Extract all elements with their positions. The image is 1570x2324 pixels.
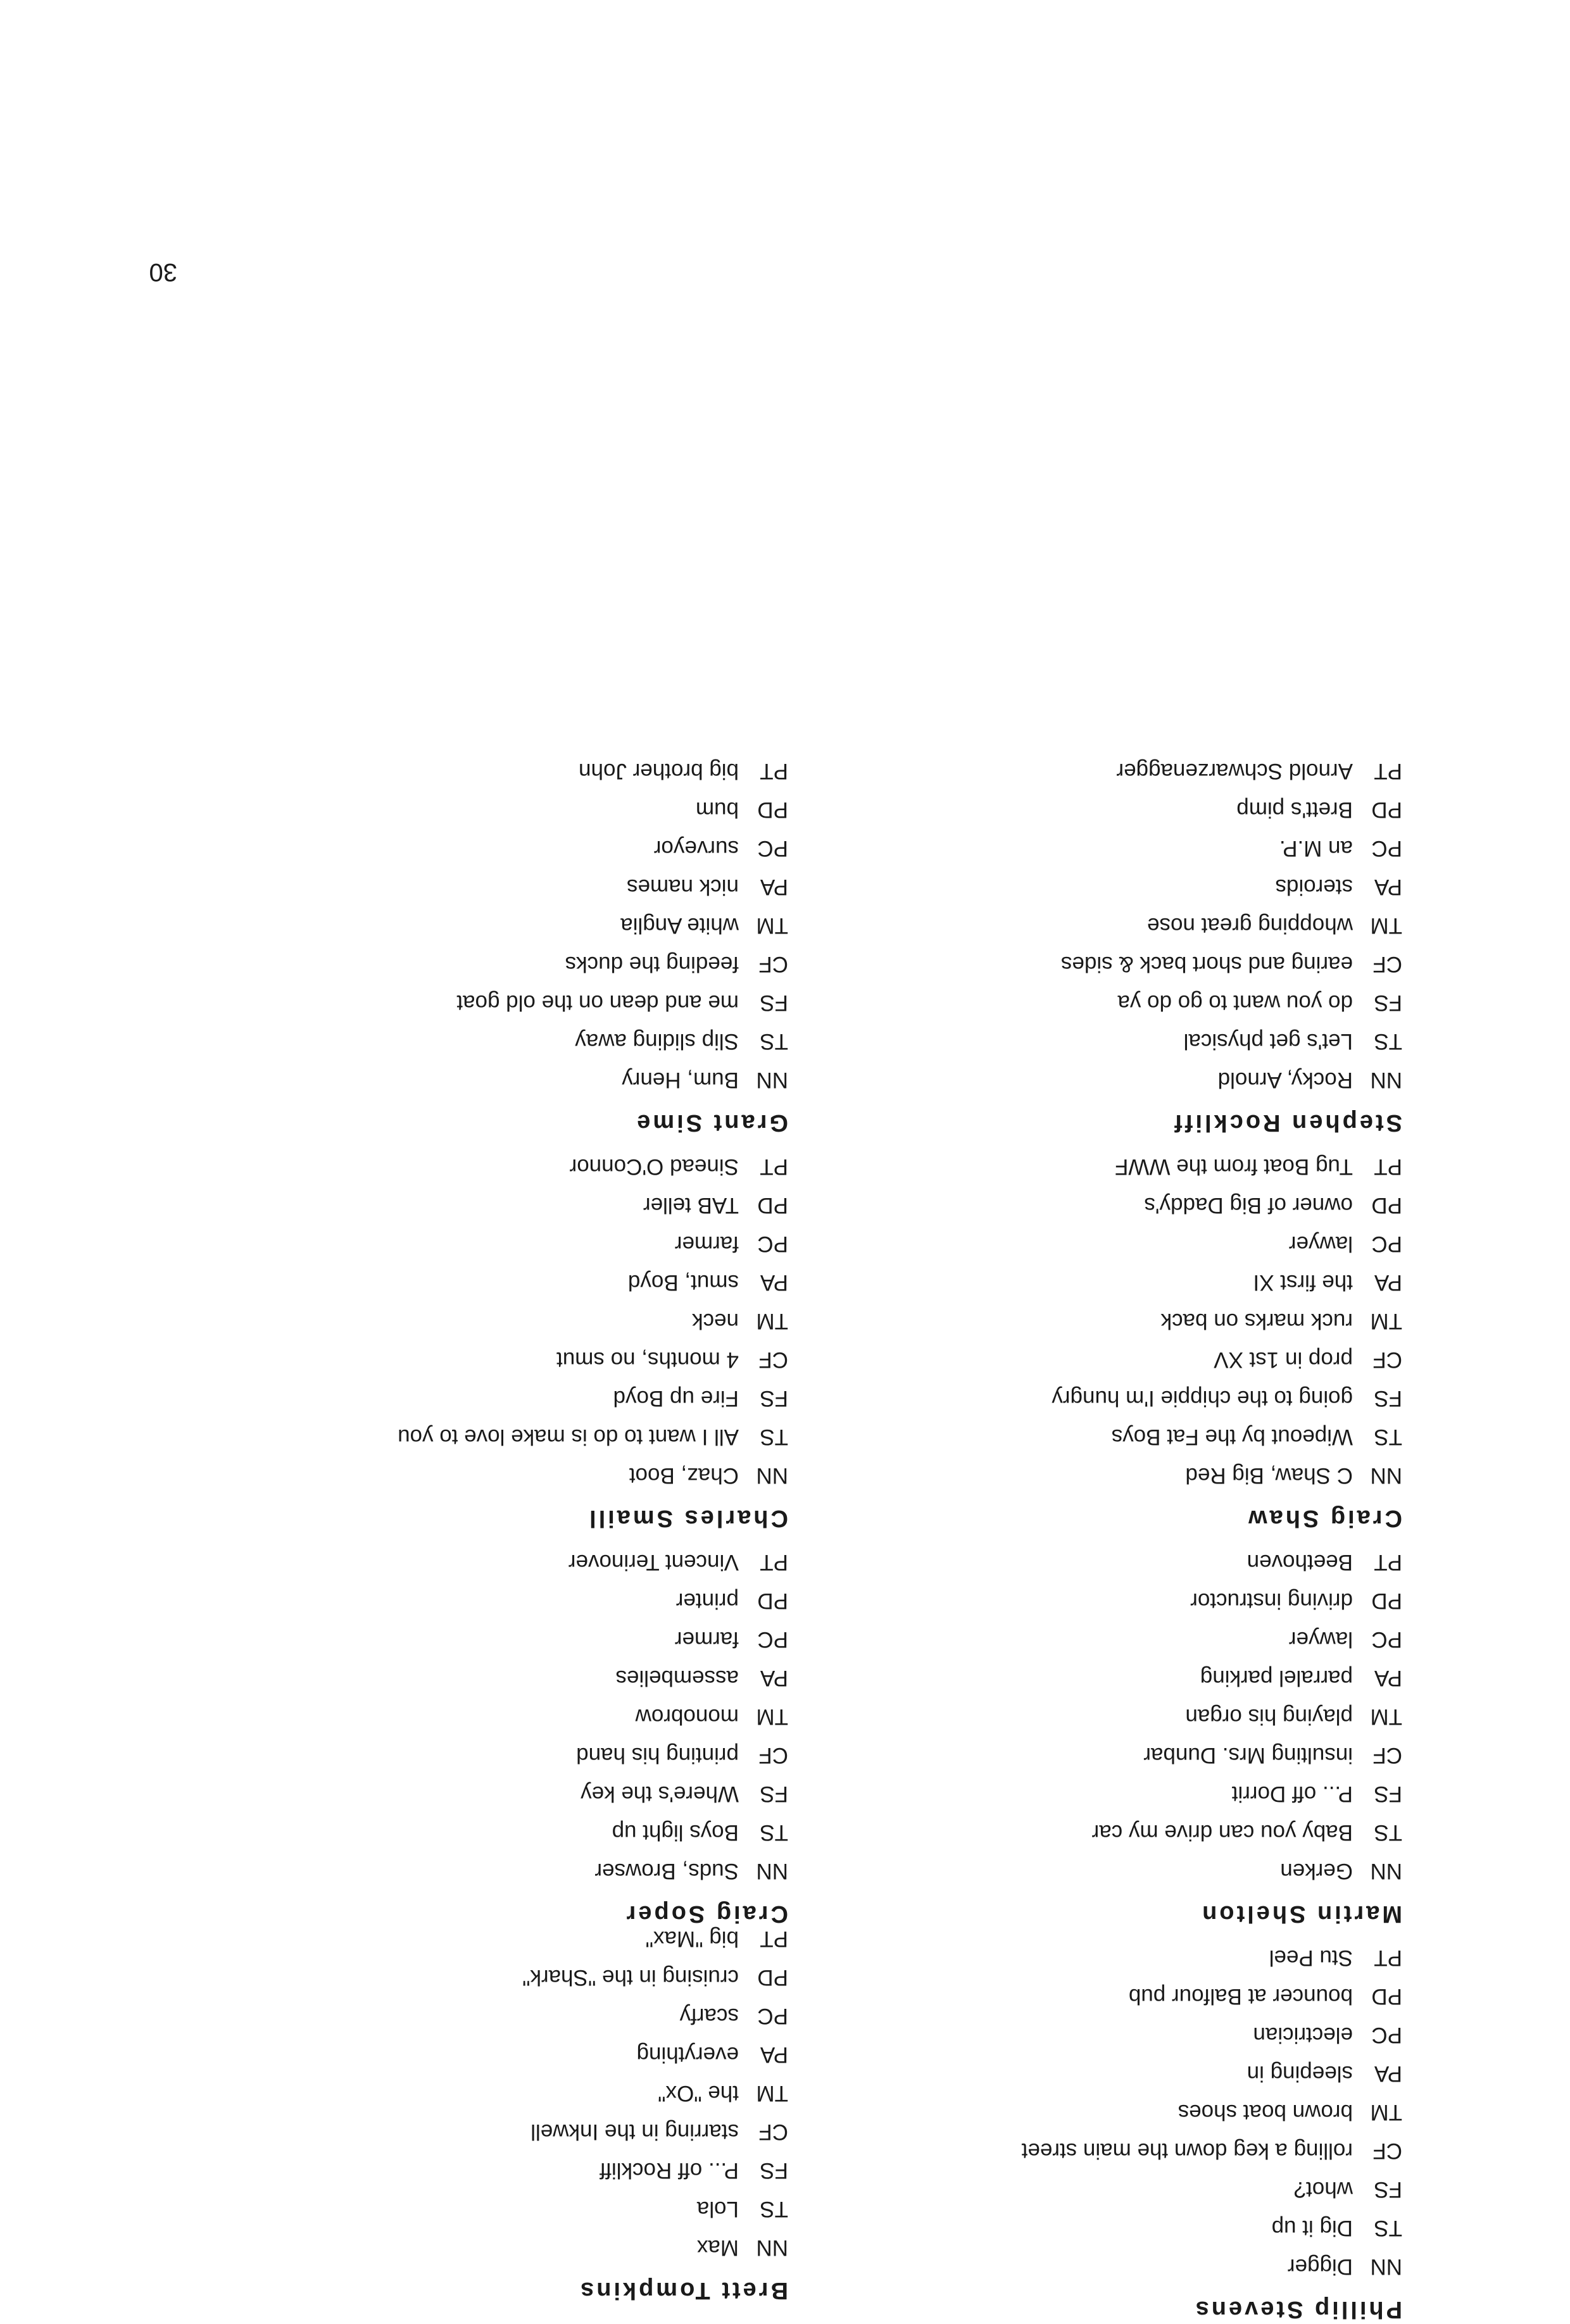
row-value: All I want to do is make love to you	[398, 1425, 739, 1449]
entry-row	[782, 1186, 1402, 1225]
row-code: FS	[1374, 1782, 1402, 1806]
row-code: FS	[760, 990, 788, 1015]
row-value: nick names	[626, 875, 739, 899]
student-name: Brett Tompkins	[578, 2277, 788, 2304]
row-code: FS	[1374, 1386, 1402, 1411]
row-value: farmer	[674, 1232, 739, 1256]
entry-row	[168, 2035, 788, 2074]
row-value: 4 months, no smut	[556, 1347, 739, 1372]
entry-row	[168, 984, 788, 1022]
entry-row	[782, 790, 1402, 829]
row-value: whopping great nose	[1147, 913, 1353, 938]
row-value: monobrow	[635, 1704, 739, 1729]
student-entry	[168, 1543, 788, 1928]
row-value: big "Max"	[645, 1927, 739, 1951]
row-value: whot?	[1293, 2177, 1353, 2202]
row-value: the "Ox"	[658, 2081, 739, 2106]
entry-row	[168, 790, 788, 829]
row-value: Dig it up	[1271, 2216, 1353, 2240]
entry-row	[782, 1775, 1402, 1813]
entry-row	[782, 1852, 1402, 1890]
row-value: everything	[636, 2042, 739, 2067]
row-code: TS	[760, 1425, 788, 1449]
row-code: PC	[1371, 836, 1402, 861]
student-name: Charles Smaill	[587, 1505, 788, 1532]
entry-row	[168, 1456, 788, 1495]
row-value: driving instructor	[1190, 1589, 1353, 1613]
entry-row	[168, 1418, 788, 1456]
student-name: Phillip Stevens	[1193, 2296, 1402, 2323]
row-code: NN	[756, 1463, 788, 1488]
entry-row	[782, 1379, 1402, 1418]
entry-row	[168, 1697, 788, 1736]
entry-row	[782, 1620, 1402, 1659]
entry-row	[168, 1852, 788, 1890]
entry-row	[782, 1977, 1402, 2016]
entry-row	[168, 1302, 788, 1340]
row-value: me and dean on the old goat	[456, 990, 739, 1015]
row-code: PD	[1371, 1193, 1402, 1218]
entry-row	[782, 906, 1402, 945]
row-value: bouncer at Balfour pub	[1128, 1984, 1353, 2009]
row-value: Wipeout by the Fat Boys	[1111, 1425, 1353, 1449]
page-number: 30	[149, 258, 177, 286]
row-value: white Anglia	[620, 913, 739, 938]
row-code: NN	[1370, 2254, 1402, 2279]
row-code: CF	[1372, 2139, 1402, 2163]
entry-row	[782, 1340, 1402, 1379]
row-value: assembelies	[615, 1666, 739, 1690]
entry-row	[782, 829, 1402, 868]
row-code: TS	[760, 1820, 788, 1845]
entry-row	[782, 945, 1402, 984]
entry-row	[782, 1263, 1402, 1302]
entry-row	[168, 1340, 788, 1379]
row-code: TM	[1370, 1704, 1402, 1729]
row-code: PD	[757, 797, 788, 822]
row-code: PC	[1371, 1627, 1402, 1652]
row-value: Beethoven	[1247, 1550, 1353, 1575]
row-value: sleeping in	[1247, 2061, 1353, 2086]
row-code: CF	[1372, 1347, 1402, 1372]
student-name: Stephen Rockliff	[1172, 1109, 1402, 1136]
entry-row	[168, 1022, 788, 1061]
row-code: CF	[758, 2120, 788, 2144]
row-code: TM	[1370, 1309, 1402, 1334]
row-value: cruising in the "Shark"	[522, 1965, 739, 1990]
entry-row	[168, 1620, 788, 1659]
row-code: PA	[1374, 2061, 1402, 2086]
entry-row	[168, 829, 788, 868]
row-value: Chaz, Boot	[629, 1463, 739, 1488]
row-value: big brother John	[579, 759, 739, 784]
row-code: CF	[758, 952, 788, 977]
row-code: PC	[757, 1627, 788, 1652]
row-value: Sinead O'Connor	[569, 1154, 739, 1179]
student-name: Craig Soper	[624, 1901, 788, 1927]
row-code: PA	[760, 875, 788, 899]
student-entry	[782, 752, 1402, 1137]
row-code: TM	[756, 913, 788, 938]
row-value: TAB teller	[643, 1193, 739, 1218]
row-value: Vincent Terinover	[568, 1550, 739, 1575]
row-code: PA	[760, 2042, 788, 2067]
row-value: lawyer	[1288, 1232, 1353, 1256]
entry-row	[782, 2093, 1402, 2132]
entry-row	[168, 2074, 788, 2113]
row-code: NN	[756, 1068, 788, 1092]
row-code: TM	[1370, 913, 1402, 938]
entry-row	[782, 1736, 1402, 1775]
row-value: farmer	[674, 1627, 739, 1652]
row-value: an M.P.	[1279, 836, 1353, 861]
entry-row	[168, 2228, 788, 2267]
row-value: insulting Mrs. Dunbar	[1143, 1743, 1353, 1768]
row-code: PT	[760, 1927, 788, 1951]
entry-row	[168, 2151, 788, 2190]
row-value: Tug Boat from the WWF	[1114, 1154, 1353, 1179]
row-value: surveyor	[653, 836, 739, 861]
row-code: PD	[1371, 797, 1402, 822]
row-value: C Shaw, Big Red	[1185, 1463, 1353, 1488]
row-value: scarfy	[679, 2004, 739, 2028]
row-value: Digger	[1287, 2254, 1353, 2279]
row-value: playing his organ	[1185, 1704, 1353, 1729]
row-code: PA	[1374, 1666, 1402, 1690]
row-code: FS	[1374, 990, 1402, 1015]
row-value: rolling a keg down the main street	[1021, 2139, 1353, 2163]
row-value: Slip sliding away	[575, 1029, 739, 1054]
entry-row	[168, 1147, 788, 1186]
row-value: Arnold Schwarzenagger	[1116, 759, 1353, 784]
entry-row	[782, 1022, 1402, 1061]
row-value: Max	[696, 2235, 739, 2260]
row-value: Fire up Boyd	[613, 1386, 739, 1411]
entry-row	[782, 1147, 1402, 1186]
row-value: Lola	[696, 2197, 739, 2221]
row-code: NN	[1370, 1463, 1402, 1488]
row-code: TS	[1374, 1029, 1402, 1054]
row-code: PA	[760, 1270, 788, 1295]
student-name: Martin Shelton	[1200, 1901, 1402, 1927]
row-code: FS	[760, 1386, 788, 1411]
row-code: PC	[1371, 1232, 1402, 1256]
entry-row	[782, 2016, 1402, 2054]
row-value: Brett's pimp	[1236, 797, 1353, 822]
student-name: Craig Shaw	[1246, 1505, 1402, 1532]
row-code: TM	[1370, 2100, 1402, 2125]
row-code: CF	[1372, 1743, 1402, 1768]
row-code: FS	[1374, 2177, 1402, 2202]
student-entry	[782, 1939, 1402, 2324]
entry-row	[782, 1697, 1402, 1736]
student-entry	[168, 1920, 788, 2305]
entry-row	[782, 2054, 1402, 2093]
row-code: CF	[758, 1347, 788, 1372]
row-value: printer	[675, 1589, 739, 1613]
row-code: TS	[760, 2197, 788, 2221]
entry-row	[168, 1997, 788, 2035]
entry-row	[168, 1736, 788, 1775]
row-code: PC	[1371, 2023, 1402, 2047]
row-code: PT	[1374, 1154, 1402, 1179]
row-value: bum	[695, 797, 739, 822]
row-code: FS	[760, 2158, 788, 2183]
row-code: NN	[1370, 1859, 1402, 1884]
entry-row	[782, 1302, 1402, 1340]
row-code: PT	[1374, 1550, 1402, 1575]
row-code: TS	[1374, 1425, 1402, 1449]
entry-row	[168, 1775, 788, 1813]
student-entry	[782, 1543, 1402, 1928]
row-value: P... off Dorrit	[1231, 1782, 1353, 1806]
row-value: Rocky, Arnold	[1217, 1068, 1353, 1092]
entry-row	[168, 1379, 788, 1418]
entry-row	[168, 1263, 788, 1302]
entry-row	[782, 1456, 1402, 1495]
row-value: Suds, Browser	[594, 1859, 739, 1884]
entry-row	[168, 2113, 788, 2151]
row-value: starring in the Inkwell	[531, 2120, 739, 2144]
entry-row	[782, 1582, 1402, 1620]
row-value: steroids	[1275, 875, 1353, 899]
row-value: Baby you can drive my car	[1091, 1820, 1353, 1845]
row-value: lawyer	[1288, 1627, 1353, 1652]
entry-row	[168, 1958, 788, 1997]
row-code: PT	[1374, 759, 1402, 784]
row-code: PC	[757, 836, 788, 861]
entry-row	[782, 1939, 1402, 1977]
row-code: FS	[760, 1782, 788, 1806]
row-code: NN	[756, 2235, 788, 2260]
row-value: earing and short back & sides	[1060, 952, 1353, 977]
row-code: PD	[1371, 1984, 1402, 2009]
entry-row	[168, 1186, 788, 1225]
row-code: PA	[760, 1666, 788, 1690]
student-name: Grant Sime	[634, 1109, 788, 1136]
entry-row	[782, 1061, 1402, 1099]
entry-row	[168, 945, 788, 984]
row-code: TS	[1374, 2216, 1402, 2240]
row-code: PT	[1374, 1946, 1402, 1970]
row-code: PA	[1374, 875, 1402, 899]
row-value: parralel parking	[1200, 1666, 1353, 1690]
row-code: CF	[1372, 952, 1402, 977]
row-value: ruck marks on back	[1160, 1309, 1353, 1334]
entry-row	[168, 1543, 788, 1582]
row-value: the first XI	[1253, 1270, 1353, 1295]
row-value: Let's get physical	[1183, 1029, 1353, 1054]
entry-row	[168, 1061, 788, 1099]
entry-row	[168, 1920, 788, 1958]
entry-row	[168, 1813, 788, 1852]
row-code: TM	[756, 2081, 788, 2106]
row-value: neck	[692, 1309, 739, 1334]
entry-row	[168, 1659, 788, 1697]
entry-row	[782, 752, 1402, 790]
entry-row	[782, 1225, 1402, 1263]
row-code: TM	[756, 1704, 788, 1729]
row-value: Where's the key	[581, 1782, 739, 1806]
row-code: PT	[760, 1154, 788, 1179]
entry-row	[782, 2209, 1402, 2247]
row-code: NN	[756, 1859, 788, 1884]
entry-row	[782, 1813, 1402, 1852]
row-value: Gerken	[1280, 1859, 1353, 1884]
row-code: TS	[1374, 1820, 1402, 1845]
row-value: going to the chippie I'm hungry	[1052, 1386, 1353, 1411]
entry-row	[168, 1225, 788, 1263]
student-entry	[782, 1147, 1402, 1533]
entry-row	[168, 906, 788, 945]
row-value: printing his hand	[576, 1743, 739, 1768]
row-code: PC	[757, 1232, 788, 1256]
entry-row	[782, 1659, 1402, 1697]
student-entry	[168, 752, 788, 1137]
entry-row	[168, 1582, 788, 1620]
row-value: brown boat shoes	[1178, 2100, 1353, 2125]
row-code: PT	[760, 1550, 788, 1575]
entry-row	[168, 868, 788, 906]
row-code: TS	[760, 1029, 788, 1054]
entry-row	[168, 752, 788, 790]
row-value: P... off Rockliff	[600, 2158, 739, 2183]
row-code: PC	[757, 2004, 788, 2028]
row-value: feeding the ducks	[565, 952, 739, 977]
row-value: Stu Peel	[1269, 1946, 1353, 1970]
row-code: PD	[757, 1193, 788, 1218]
row-value: Boys light up	[612, 1820, 739, 1845]
student-entry	[168, 1147, 788, 1533]
row-value: do you want to go do ya	[1117, 990, 1353, 1015]
row-code: NN	[1370, 1068, 1402, 1092]
row-code: PD	[757, 1965, 788, 1990]
row-value: owner of Big Daddy's	[1144, 1193, 1353, 1218]
row-code: PT	[760, 759, 788, 784]
entry-row	[782, 2132, 1402, 2170]
row-value: Bum, Henry	[622, 1068, 739, 1092]
entry-row	[782, 984, 1402, 1022]
entry-row	[782, 1543, 1402, 1582]
row-code: PA	[1374, 1270, 1402, 1295]
entry-row	[782, 2170, 1402, 2209]
row-code: PD	[1371, 1589, 1402, 1613]
entry-row	[782, 1418, 1402, 1456]
row-code: CF	[758, 1743, 788, 1768]
row-value: electrician	[1253, 2023, 1353, 2047]
entry-row	[782, 868, 1402, 906]
entry-row	[782, 2247, 1402, 2286]
row-value: smut, Boyd	[627, 1270, 739, 1295]
row-code: PD	[757, 1589, 788, 1613]
row-value: prop in 1st XV	[1214, 1347, 1353, 1372]
row-code: TM	[756, 1309, 788, 1334]
